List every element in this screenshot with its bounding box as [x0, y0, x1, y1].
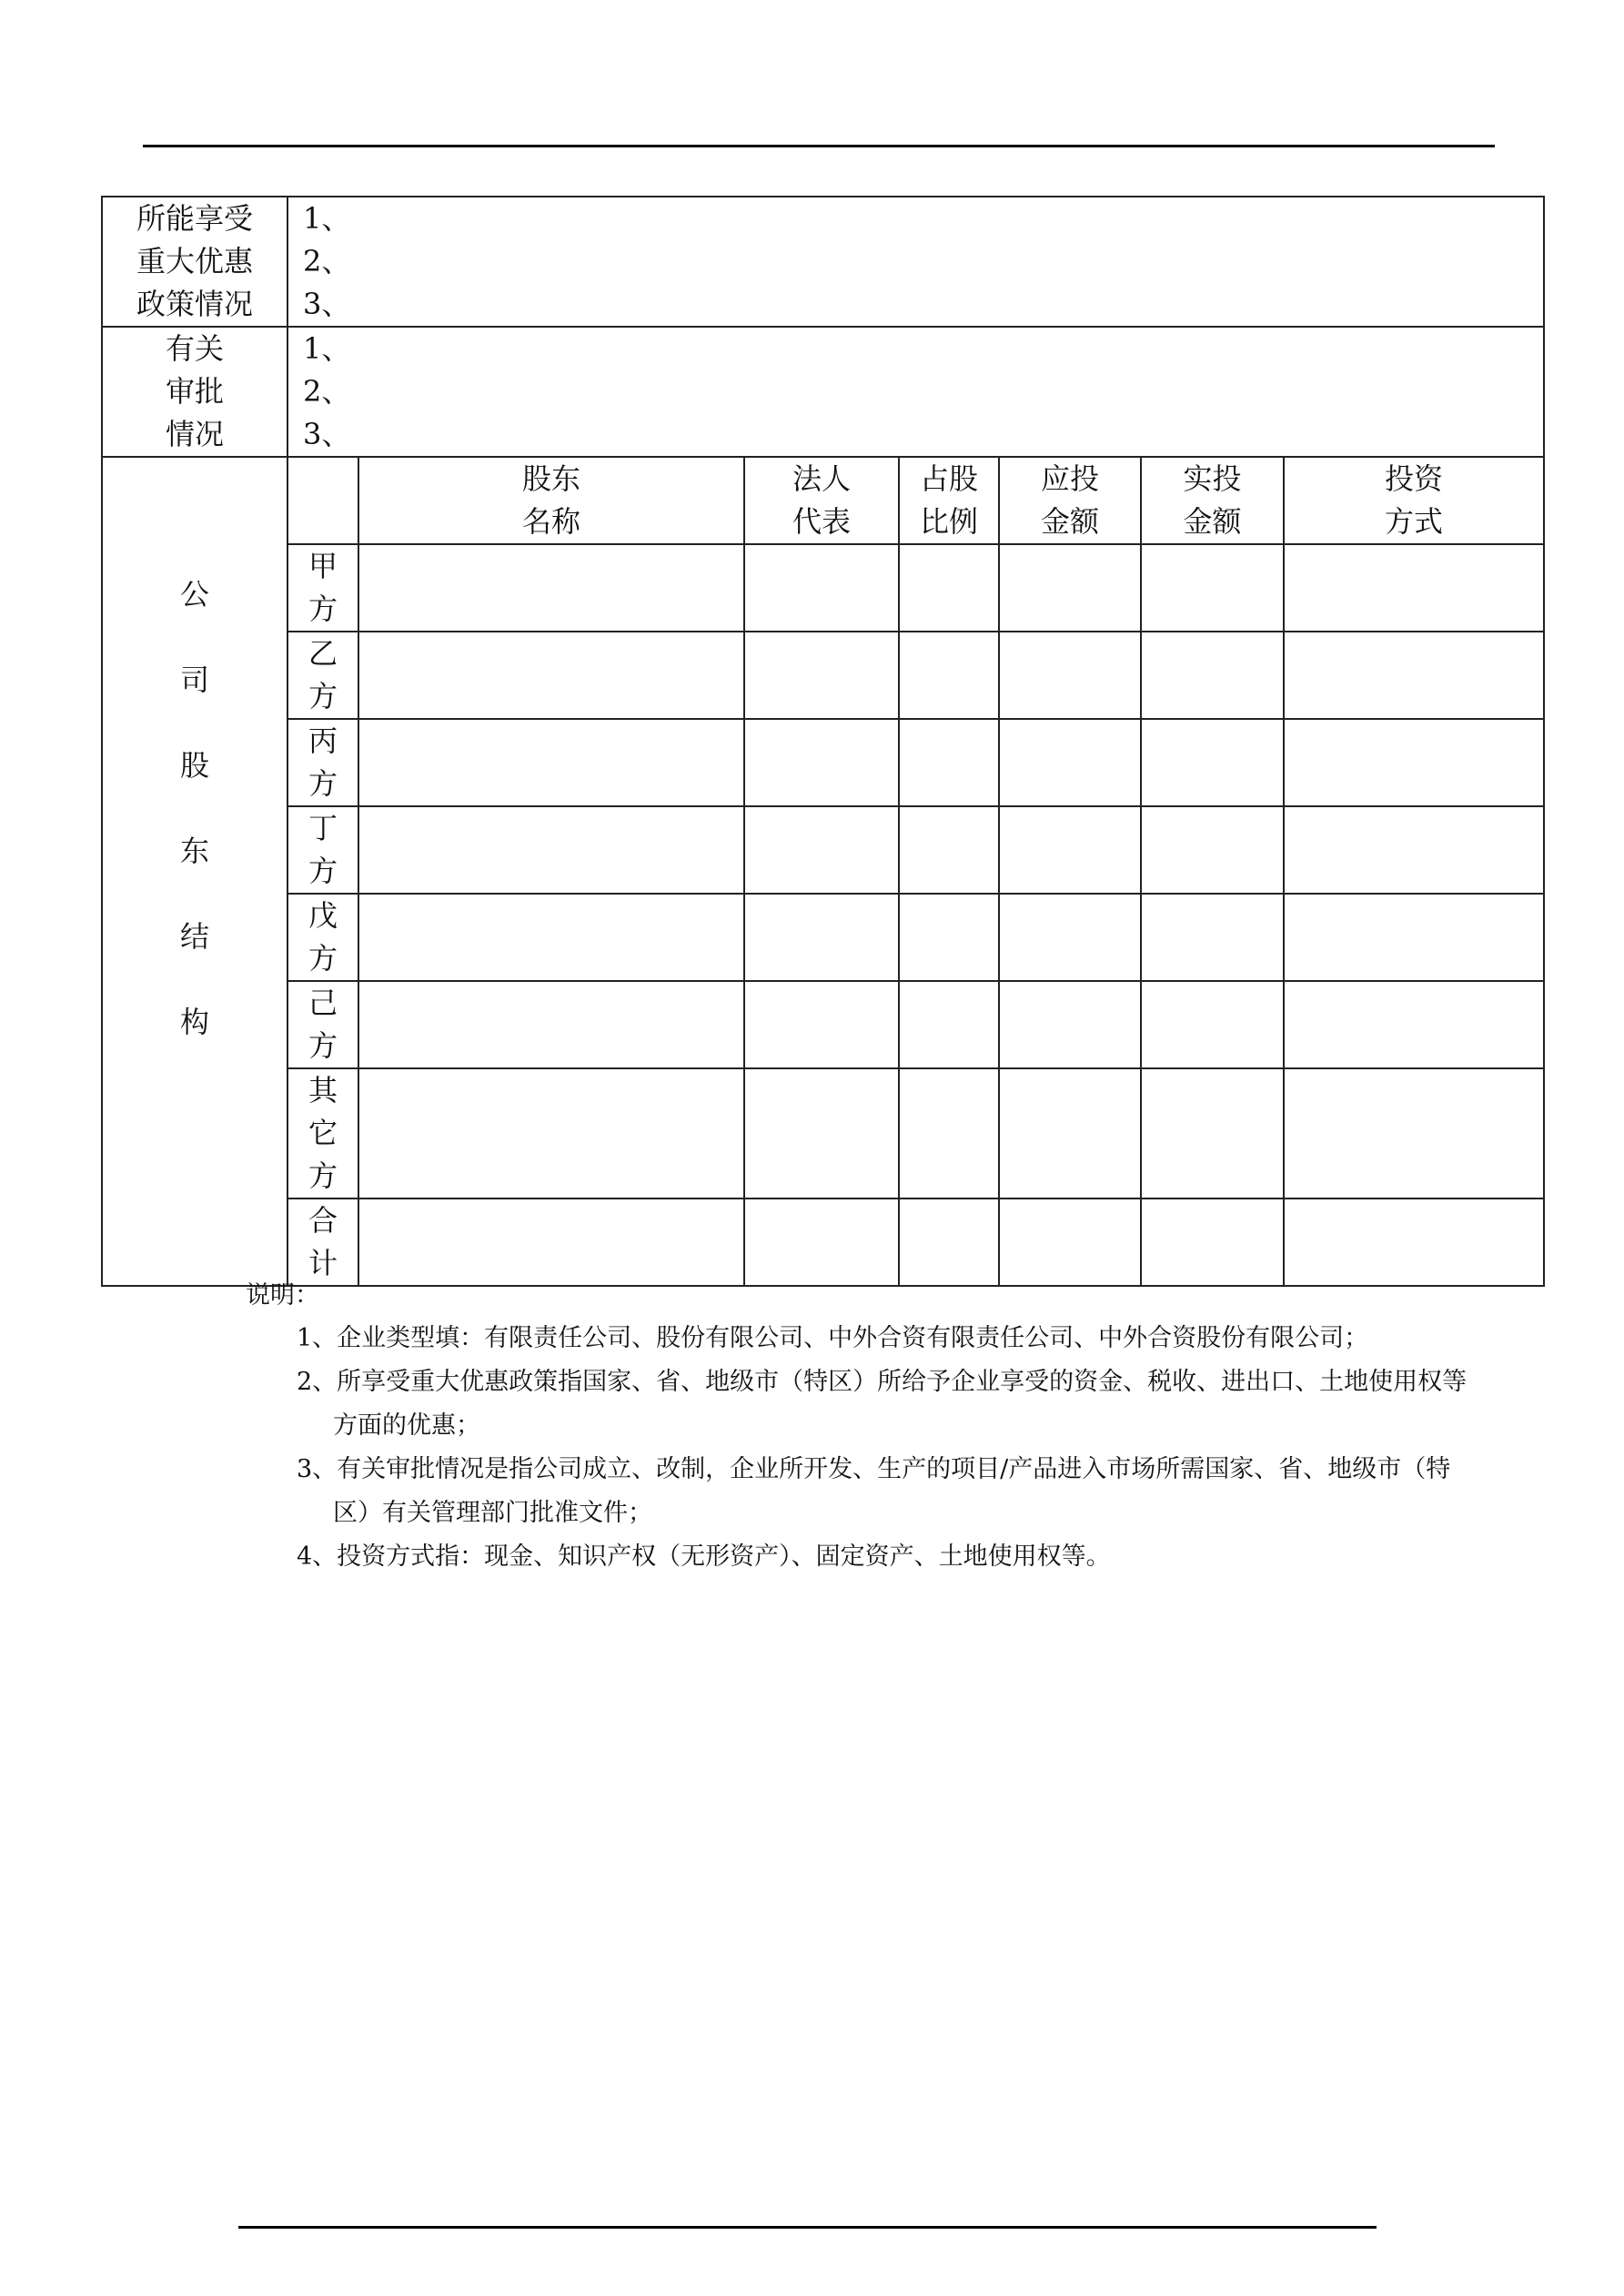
policy-items-field[interactable]: [287, 197, 1544, 327]
note-item: 3、有关审批情况是指公司成立、改制，企业所开发、生产的项目/产品进入市场所需国家、省、地级市（特区）有关管理部门批准文件；: [297, 1455, 1451, 1527]
cell-legal-rep[interactable]: [744, 1068, 899, 1199]
approval-label: [102, 327, 287, 457]
cell-actual-amount[interactable]: [1141, 806, 1284, 894]
label-char: 司: [179, 662, 209, 697]
label-char: 公: [179, 576, 209, 612]
header-blank-cell: [287, 457, 358, 544]
label-line: 所能享受: [136, 201, 253, 236]
cell-share-ratio[interactable]: [899, 719, 999, 806]
party-label: [287, 806, 358, 894]
party-char: 方: [308, 1158, 338, 1193]
cell-legal-rep[interactable]: [744, 544, 899, 632]
notes-section: [246, 1274, 1479, 1579]
cell-legal-rep[interactable]: [744, 981, 899, 1068]
cell-share-ratio[interactable]: [899, 1199, 999, 1286]
shareholder-row: [102, 981, 1544, 1068]
label-line: 情况: [165, 417, 224, 451]
cell-name[interactable]: [358, 632, 744, 719]
cell-name[interactable]: [358, 1068, 744, 1199]
cell-due-amount[interactable]: [999, 719, 1141, 806]
party-char: 乙: [308, 636, 338, 671]
label-char: 构: [179, 1004, 209, 1039]
col-header-method: 投资 方式: [1284, 457, 1544, 544]
shareholder-row: [102, 719, 1544, 806]
policy-item-3[interactable]: 3、: [303, 287, 351, 321]
cell-share-ratio[interactable]: [899, 1068, 999, 1199]
shareholder-row: [102, 894, 1544, 981]
note-item: 2、所享受重大优惠政策指国家、省、地级市（特区）所给予企业享受的资金、税收、进出口、土地使用权等方面的优惠；: [297, 1368, 1468, 1440]
cell-legal-rep[interactable]: [744, 719, 899, 806]
party-char: 计: [308, 1246, 338, 1280]
cell-share-ratio[interactable]: [899, 806, 999, 894]
cell-legal-rep[interactable]: [744, 806, 899, 894]
label-char: 结: [179, 918, 209, 954]
cell-share-ratio[interactable]: [899, 981, 999, 1068]
cell-name[interactable]: [358, 981, 744, 1068]
cell-name[interactable]: [358, 806, 744, 894]
col-header-name: 股东 名称: [358, 457, 744, 544]
col-header-actual-amount: 实投 金额: [1141, 457, 1284, 544]
cell-actual-amount[interactable]: [1141, 1199, 1284, 1286]
party-label: [287, 719, 358, 806]
note-item: 4、投资方式指：现金、知识产权（无形资产）、固定资产、土地使用权等。: [297, 1542, 1111, 1571]
party-label: [287, 544, 358, 632]
party-label: [287, 894, 358, 981]
shareholder-row: [102, 1199, 1544, 1286]
cell-method[interactable]: [1284, 632, 1544, 719]
cell-actual-amount[interactable]: [1141, 894, 1284, 981]
note-item: 1、企业类型填：有限责任公司、股份有限公司、中外合资有限责任公司、中外合资股份有限公司；: [297, 1324, 1369, 1352]
policy-item-2[interactable]: 2、: [303, 244, 351, 278]
cell-method[interactable]: [1284, 806, 1544, 894]
cell-legal-rep[interactable]: [744, 894, 899, 981]
party-char: 丙: [308, 723, 338, 758]
cell-actual-amount[interactable]: [1141, 719, 1284, 806]
party-label: [287, 981, 358, 1068]
cell-method[interactable]: [1284, 544, 1544, 632]
cell-legal-rep[interactable]: [744, 632, 899, 719]
cell-due-amount[interactable]: [999, 1068, 1141, 1199]
cell-due-amount[interactable]: [999, 632, 1141, 719]
party-char: 其: [308, 1073, 338, 1108]
party-char: 方: [308, 854, 338, 888]
cell-name[interactable]: [358, 1199, 744, 1286]
cell-method[interactable]: [1284, 1199, 1544, 1286]
cell-method[interactable]: [1284, 981, 1544, 1068]
approval-row: [102, 327, 1544, 457]
col-header-due-amount: 应投 金额: [999, 457, 1141, 544]
label-line: 重大优惠: [136, 244, 253, 278]
party-char: 方: [308, 679, 338, 713]
party-char: 合: [308, 1203, 338, 1238]
shareholder-structure-label: [102, 457, 287, 1286]
party-char: 方: [308, 592, 338, 626]
cell-share-ratio[interactable]: [899, 544, 999, 632]
cell-legal-rep[interactable]: [744, 1199, 899, 1286]
label-line: 政策情况: [136, 287, 253, 321]
cell-method[interactable]: [1284, 719, 1544, 806]
cell-name[interactable]: [358, 719, 744, 806]
shareholder-row: [102, 632, 1544, 719]
cell-actual-amount[interactable]: [1141, 981, 1284, 1068]
approval-item-3[interactable]: 3、: [303, 417, 351, 451]
shareholder-row: [102, 1068, 1544, 1199]
cell-actual-amount[interactable]: [1141, 1068, 1284, 1199]
col-header-share-ratio: 占股 比例: [899, 457, 999, 544]
col-header-legal-rep: 法人 代表: [744, 457, 899, 544]
party-char: 方: [308, 1028, 338, 1063]
shareholder-header-row: [102, 457, 1544, 544]
label-line: 有关: [165, 331, 224, 366]
label-line: 审批: [165, 374, 224, 409]
label-char: 股: [179, 747, 209, 783]
cell-due-amount[interactable]: [999, 894, 1141, 981]
policy-item-1[interactable]: 1、: [303, 201, 351, 236]
cell-due-amount[interactable]: [999, 1199, 1141, 1286]
party-char: 方: [308, 941, 338, 976]
approval-item-2[interactable]: 2、: [303, 374, 351, 409]
enterprise-info-form-table: [101, 196, 1545, 1287]
party-char: 方: [308, 766, 338, 801]
party-char: 丁: [308, 811, 338, 845]
shareholder-row: [102, 544, 1544, 632]
approval-item-1[interactable]: 1、: [303, 331, 351, 366]
shareholder-row: [102, 806, 1544, 894]
party-label: [287, 632, 358, 719]
cell-share-ratio[interactable]: [899, 894, 999, 981]
approval-items-field[interactable]: [287, 327, 1544, 457]
cell-name[interactable]: [358, 544, 744, 632]
cell-method[interactable]: [1284, 1068, 1544, 1199]
cell-actual-amount[interactable]: [1141, 544, 1284, 632]
cell-method[interactable]: [1284, 894, 1544, 981]
policy-row: [102, 197, 1544, 327]
party-char: 甲: [308, 549, 338, 583]
footer-rule: [238, 2226, 1377, 2229]
cell-name[interactable]: [358, 894, 744, 981]
cell-share-ratio[interactable]: [899, 632, 999, 719]
header-rule: [143, 145, 1495, 147]
policy-label: [102, 197, 287, 327]
party-char: 己: [308, 986, 338, 1020]
party-char: 戊: [308, 898, 338, 933]
party-char: 它: [308, 1116, 338, 1150]
party-label: [287, 1199, 358, 1286]
party-label: [287, 1068, 358, 1199]
cell-due-amount[interactable]: [999, 806, 1141, 894]
cell-due-amount[interactable]: [999, 544, 1141, 632]
notes-title: 说明：: [246, 1281, 319, 1310]
cell-due-amount[interactable]: [999, 981, 1141, 1068]
cell-actual-amount[interactable]: [1141, 632, 1284, 719]
label-char: 东: [179, 833, 209, 868]
